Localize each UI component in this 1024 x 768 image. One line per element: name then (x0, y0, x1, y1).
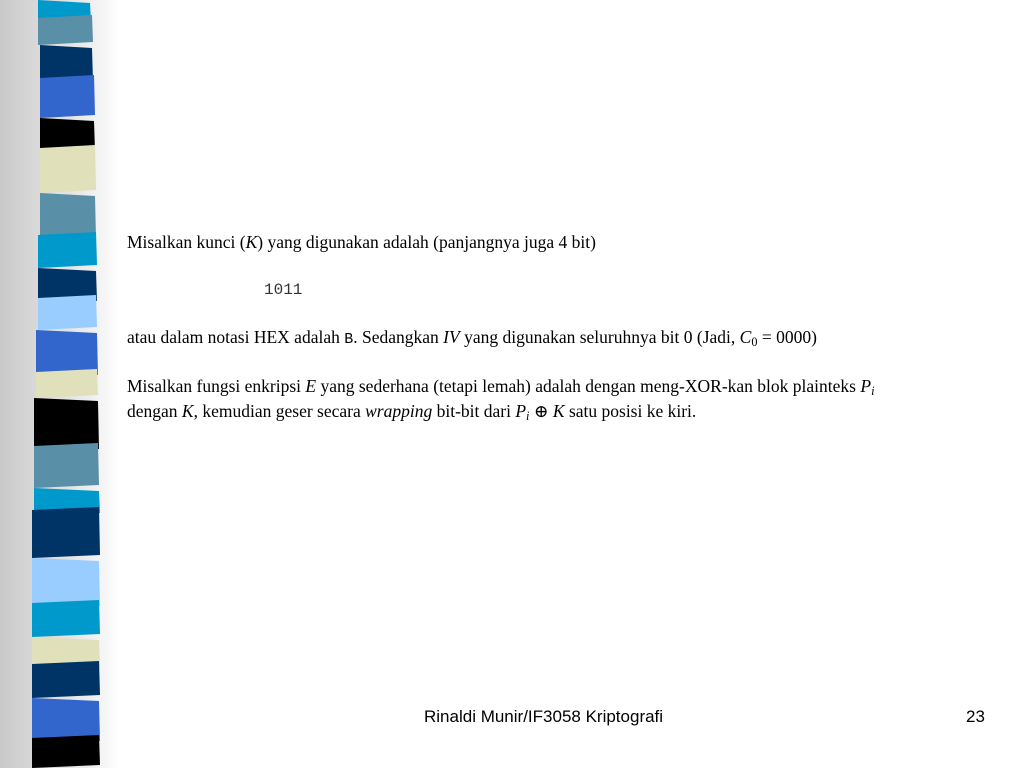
bar-stripe (36, 330, 98, 375)
var-k: K (552, 401, 565, 421)
decorative-striped-bar (0, 0, 118, 768)
var-k: K (181, 401, 194, 421)
key-bits: 1011 (264, 281, 303, 299)
paragraph-key: Misalkan kunci (K) yang digunakan adalah (panjangnya juga 4 bit) (127, 232, 596, 252)
var-p-subscript: i (526, 409, 530, 423)
footer-author: Rinaldi Munir/IF3058 Kriptografi (424, 707, 664, 726)
bar-stripe (34, 443, 99, 488)
bar-stripe (38, 232, 97, 268)
bar-stripe (36, 369, 98, 398)
bar-stripe (40, 75, 95, 118)
bar-stripe (32, 698, 100, 741)
var-c: C (739, 327, 752, 347)
slide-body (127, 230, 927, 424)
var-iv: IV (443, 327, 460, 347)
bar-stripe (32, 600, 100, 637)
var-c-subscript: 0 (751, 335, 758, 349)
var-e: E (305, 376, 317, 396)
page-number: 23 (966, 707, 985, 726)
bar-stripe (32, 735, 100, 768)
term-wrapping: wrapping (365, 401, 433, 421)
var-k: K (245, 232, 258, 252)
bar-stripe (32, 558, 100, 606)
bar-stripe (38, 295, 97, 330)
bar-stripe (32, 661, 100, 698)
hex-value: B (344, 331, 354, 348)
bar-stripe (40, 193, 96, 238)
paragraph-hex-iv: atau dalam notasi HEX adalah B. Sedangkan IV yang digunakan seluruhnya bit 0 (Jadi, $C_0 = 0000$) (127, 327, 817, 349)
paragraph-encryption: Misalkan fungsi enkripsi E yang sederhana (tetapi lemah) adalah dengan meng-XOR-kan blok plainteks $P_i$ dengan K, kemudian geser secara wrapping bit-bit dari $P_i$ ⊕ K satu posisi ke kiri. (127, 376, 875, 423)
var-p-subscript: i (871, 384, 875, 398)
bar-stripe (34, 398, 99, 449)
var-p: P (860, 376, 872, 396)
xor-symbol: ⊕ (529, 401, 553, 421)
bar-stripe (32, 507, 100, 558)
bar-stripe (40, 145, 96, 193)
bar-stripe (38, 15, 93, 45)
var-p: P (515, 401, 527, 421)
